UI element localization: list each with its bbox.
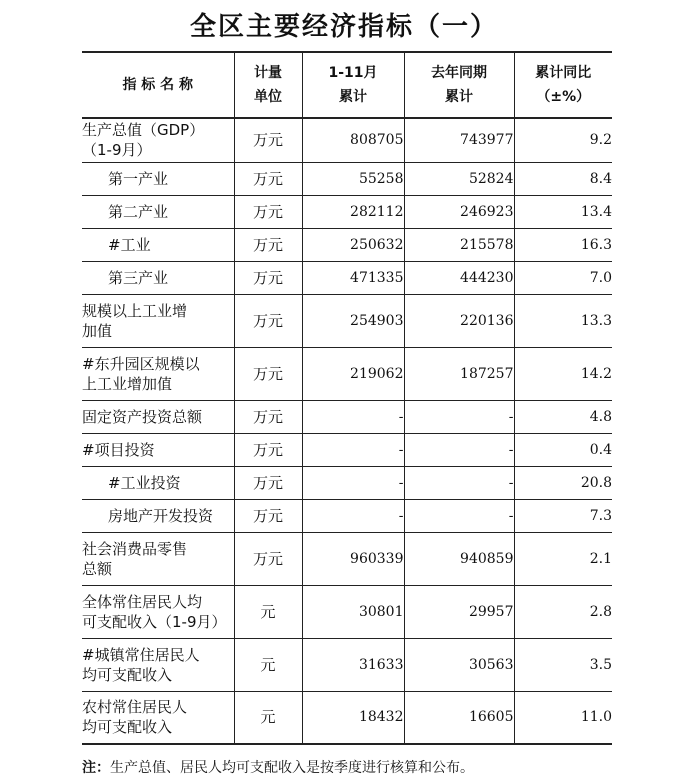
unit-cell: 万元 (234, 228, 302, 261)
table-row (82, 466, 612, 499)
previous-value: 30563 (404, 638, 514, 691)
footnote-label: 注： (82, 760, 110, 776)
header-yoy-line1: 累计同比 (535, 65, 592, 81)
table-row (82, 228, 612, 261)
footnote-text: 生产总值、居民人均可支配收入是按季度进行核算和公布。 (110, 760, 474, 776)
indicator-name (82, 466, 234, 499)
indicator-name-line1: #东升园区规模以 (82, 354, 200, 373)
table-row (82, 499, 612, 532)
table-row (82, 261, 612, 294)
header-current-line2: 累计 (339, 89, 367, 105)
unit-cell: 元 (234, 585, 302, 638)
unit-cell: 万元 (234, 400, 302, 433)
previous-value: 743977 (404, 118, 514, 162)
current-value: 219062 (302, 347, 404, 400)
unit-cell: 万元 (234, 261, 302, 294)
header-current-line1: 1-11月 (328, 65, 378, 81)
previous-value: 52824 (404, 162, 514, 195)
indicator-name-line1: 生产总值（GDP） (82, 121, 205, 140)
previous-value: - (404, 466, 514, 499)
indicator-name-line2: 均可支配收入 (82, 718, 173, 737)
header-current-cumulative (302, 52, 404, 118)
current-value: 30801 (302, 585, 404, 638)
indicator-name-line1: #项目投资 (82, 440, 155, 459)
unit-cell: 万元 (234, 347, 302, 400)
previous-value: 246923 (404, 195, 514, 228)
previous-value: 16605 (404, 691, 514, 744)
unit-cell: 元 (234, 638, 302, 691)
table-row (82, 162, 612, 195)
page-title: 全区主要经济指标（一） (189, 12, 498, 42)
table-row (82, 195, 612, 228)
indicator-name-line1: 第二产业 (108, 202, 169, 221)
header-unit-line1: 计量 (254, 65, 282, 81)
indicator-name-line1: 社会消费品零售 (82, 539, 188, 558)
previous-value: - (404, 400, 514, 433)
indicator-name (82, 195, 234, 228)
yoy-value: 7.3 (514, 499, 612, 532)
unit-cell: 万元 (234, 466, 302, 499)
previous-value: 187257 (404, 347, 514, 400)
yoy-value: 0.4 (514, 433, 612, 466)
indicator-name-line2: （1-9月） (82, 141, 152, 160)
table-row (82, 400, 612, 433)
table-body (82, 118, 612, 744)
previous-value: - (404, 433, 514, 466)
previous-value: 215578 (404, 228, 514, 261)
table-row (82, 294, 612, 347)
indicator-name-line2: 总额 (82, 559, 113, 578)
indicator-name (82, 294, 234, 347)
table-row (82, 347, 612, 400)
indicator-name-line1: #城镇常住居民人 (82, 645, 200, 664)
header-yoy-change (514, 52, 612, 118)
indicators-table (82, 51, 612, 745)
current-value: - (302, 466, 404, 499)
current-value: 960339 (302, 532, 404, 585)
unit-cell: 万元 (234, 195, 302, 228)
table-row (82, 691, 612, 744)
current-value: - (302, 499, 404, 532)
indicator-name-line1: 农村常住居民人 (82, 698, 188, 717)
indicator-name-line1: 全体常住居民人均 (82, 592, 203, 611)
yoy-value: 13.4 (514, 195, 612, 228)
previous-value: 29957 (404, 585, 514, 638)
unit-cell: 万元 (234, 294, 302, 347)
indicator-name-line2: 加值 (82, 321, 113, 340)
indicator-name (82, 162, 234, 195)
table-row (82, 433, 612, 466)
current-value: 808705 (302, 118, 404, 162)
yoy-value: 11.0 (514, 691, 612, 744)
current-value: 18432 (302, 691, 404, 744)
indicator-name (82, 433, 234, 466)
indicator-name-line1: 房地产开发投资 (108, 506, 214, 525)
unit-cell: 万元 (234, 532, 302, 585)
indicator-name (82, 347, 234, 400)
indicator-name-line1: #工业 (108, 235, 151, 254)
current-value: 55258 (302, 162, 404, 195)
yoy-value: 16.3 (514, 228, 612, 261)
header-yoy-line2: （±%） (536, 89, 591, 105)
table-row (82, 638, 612, 691)
current-value: 254903 (302, 294, 404, 347)
indicator-name-line1: #工业投资 (108, 473, 181, 492)
yoy-value: 4.8 (514, 400, 612, 433)
indicator-name (82, 532, 234, 585)
previous-value: - (404, 499, 514, 532)
yoy-value: 8.4 (514, 162, 612, 195)
yoy-value: 9.2 (514, 118, 612, 162)
header-previous-line2: 累计 (445, 89, 473, 105)
header-unit-line2: 单位 (254, 89, 282, 105)
indicator-name (82, 228, 234, 261)
header-previous-line1: 去年同期 (431, 65, 487, 81)
indicator-name-line2: 可支配收入（1-9月） (82, 612, 227, 631)
indicator-name (82, 691, 234, 744)
footnote (82, 757, 474, 777)
yoy-value: 3.5 (514, 638, 612, 691)
indicator-name (82, 400, 234, 433)
indicator-name (82, 585, 234, 638)
unit-cell: 万元 (234, 118, 302, 162)
previous-value: 940859 (404, 532, 514, 585)
yoy-value: 2.1 (514, 532, 612, 585)
header-unit (234, 52, 302, 118)
unit-cell: 万元 (234, 433, 302, 466)
yoy-value: 14.2 (514, 347, 612, 400)
indicator-name-line1: 第一产业 (108, 169, 169, 188)
indicator-name (82, 638, 234, 691)
current-value: 471335 (302, 261, 404, 294)
table-row (82, 118, 612, 162)
unit-cell: 万元 (234, 499, 302, 532)
current-value: - (302, 433, 404, 466)
previous-value: 220136 (404, 294, 514, 347)
current-value: 250632 (302, 228, 404, 261)
indicator-name-line1: 第三产业 (108, 268, 169, 287)
indicator-name-line2: 上工业增加值 (82, 374, 173, 393)
indicator-name-line1: 规模以上工业增 (82, 301, 188, 320)
yoy-value: 20.8 (514, 466, 612, 499)
table-row (82, 585, 612, 638)
current-value: 282112 (302, 195, 404, 228)
current-value: 31633 (302, 638, 404, 691)
yoy-value: 13.3 (514, 294, 612, 347)
header-indicator-name: 指 标 名 称 (122, 77, 194, 93)
indicator-name (82, 261, 234, 294)
current-value: - (302, 400, 404, 433)
indicator-name (82, 499, 234, 532)
header-previous-cumulative (404, 52, 514, 118)
previous-value: 444230 (404, 261, 514, 294)
yoy-value: 2.8 (514, 585, 612, 638)
yoy-value: 7.0 (514, 261, 612, 294)
table-row (82, 532, 612, 585)
indicator-name (82, 118, 234, 162)
indicator-name-line2: 均可支配收入 (82, 665, 173, 684)
unit-cell: 万元 (234, 162, 302, 195)
table-header (82, 52, 612, 118)
unit-cell: 元 (234, 691, 302, 744)
indicator-name-line1: 固定资产投资总额 (82, 407, 203, 426)
